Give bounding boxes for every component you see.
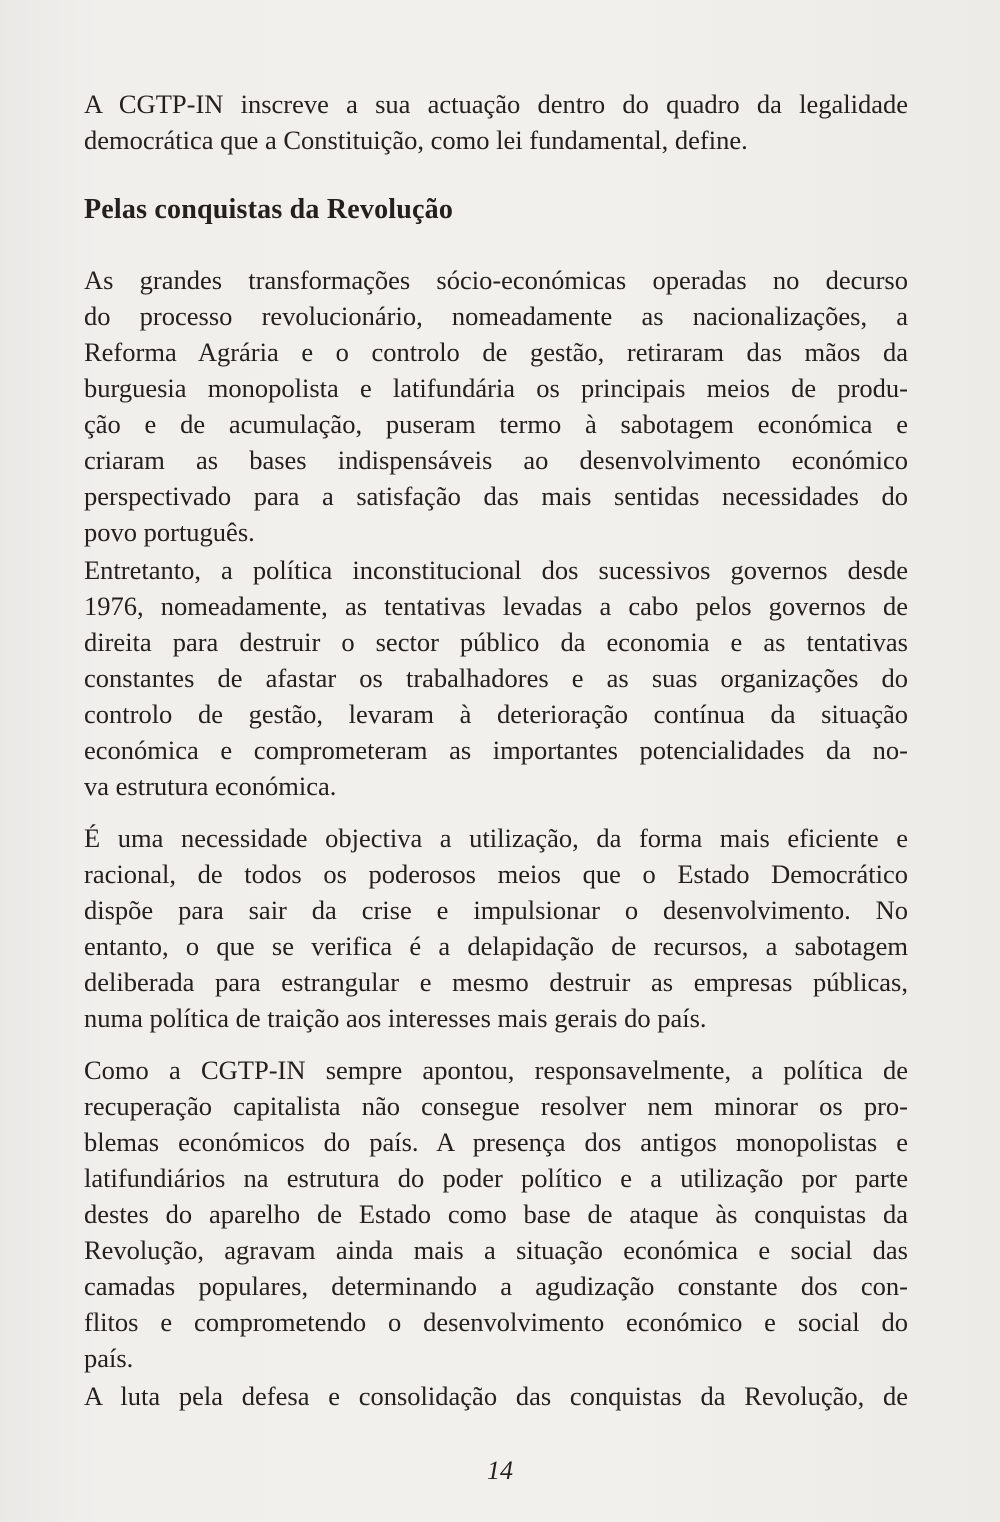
section-heading: Pelas conquistas da Revolução — [84, 194, 454, 225]
text-line: do processo revolucionário, nomeadamente as nacionalizações, a — [84, 301, 908, 331]
text-line: recuperação capitalista não consegue resolver nem minorar os pro- — [84, 1091, 908, 1121]
paragraph-3 — [84, 820, 908, 1036]
text-line: deliberada para estrangular e mesmo destruir as empresas públicas, — [84, 967, 908, 997]
text-line: ção e de acumulação, puseram termo à sabotagem económica e — [84, 409, 908, 439]
text-line: Como a CGTP-IN sempre apontou, responsavelmente, a política de — [84, 1055, 908, 1085]
text-line: criaram as bases indispensáveis ao desenvolvimento económico — [84, 445, 908, 475]
paragraph-2 — [84, 552, 908, 804]
paragraph-5 — [84, 1378, 908, 1414]
text-line: latifundiários na estrutura do poder político e a utilização por parte — [84, 1163, 908, 1193]
text-line: direita para destruir o sector público da economia e as tentativas — [84, 627, 908, 657]
text-line: As grandes transformações sócio-económicas operadas no decurso — [84, 265, 908, 295]
text-line: É uma necessidade objectiva a utilização, da forma mais eficiente e — [84, 823, 908, 853]
text-line: económica e comprometeram as importantes potencialidades da no- — [84, 735, 908, 765]
intro-paragraph — [84, 86, 908, 158]
text-line: blemas económicos do país. A presença dos antigos monopolistas e — [84, 1127, 908, 1157]
paragraph-1 — [84, 262, 908, 550]
text-line: camadas populares, determinando a agudização constante dos con- — [84, 1271, 908, 1301]
text-line: 1976, nomeadamente, as tentativas levadas a cabo pelos governos de — [84, 591, 908, 621]
text-line: Entretanto, a política inconstitucional dos sucessivos governos desde — [84, 555, 908, 585]
text-line: dispõe para sair da crise e impulsionar o desenvolvimento. No — [84, 895, 908, 925]
text-line: burguesia monopolista e latifundária os principais meios de produ- — [84, 373, 908, 403]
text-line: controlo de gestão, levaram à deterioração contínua da situação — [84, 699, 908, 729]
text-line: povo português. — [84, 517, 255, 547]
text-line: país. — [84, 1343, 134, 1373]
text-line: democrática que a Constituição, como lei fundamental, define. — [84, 125, 748, 155]
text-line: destes do aparelho de Estado como base de ataque às conquistas da — [84, 1199, 908, 1229]
text-line: flitos e comprometendo o desenvolvimento económico e social do — [84, 1307, 908, 1337]
text-line: constantes de afastar os trabalhadores e as suas organizações do — [84, 663, 908, 693]
text-line: A CGTP-IN inscreve a sua actuação dentro do quadro da legalidade — [84, 89, 908, 119]
page-body — [84, 86, 908, 1414]
text-line: numa política de traição aos interesses mais gerais do país. — [84, 1003, 707, 1033]
paragraph-4 — [84, 1052, 908, 1376]
text-line: A luta pela defesa e consolidação das conquistas da Revolução, de — [84, 1381, 908, 1411]
text-line: racional, de todos os poderosos meios que o Estado Democrático — [84, 859, 908, 889]
page-number: 14 — [487, 1456, 513, 1485]
text-line: va estrutura económica. — [84, 771, 337, 801]
text-line: Reforma Agrária e o controlo de gestão, retiraram das mãos da — [84, 337, 908, 367]
text-line: perspectivado para a satisfação das mais sentidas necessidades do — [84, 481, 908, 511]
text-line: entanto, o que se verifica é a delapidação de recursos, a sabotagem — [84, 931, 908, 961]
text-line: Revolução, agravam ainda mais a situação económica e social das — [84, 1235, 908, 1265]
